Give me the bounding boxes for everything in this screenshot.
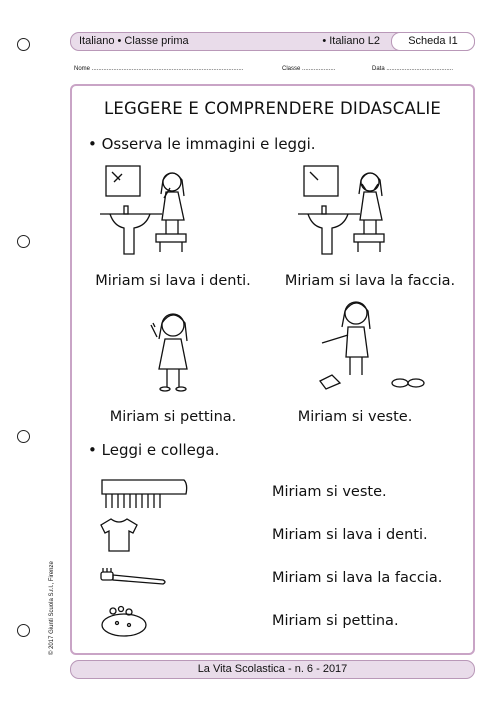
binder-hole xyxy=(17,235,30,248)
footer-bar: La Vita Scolastica - n. 6 - 2017 xyxy=(70,660,475,679)
girl-washing-face-illustration xyxy=(298,162,408,262)
copyright-text: © 2017 Giunti Scuola S.r.l., Firenze xyxy=(49,561,55,655)
caption-dressing: Miriam si veste. xyxy=(297,409,413,425)
caption-brushing-teeth: Miriam si lava i denti. xyxy=(95,273,251,289)
sentence-combing-hair: Miriam si pettina. xyxy=(272,613,399,629)
class-field[interactable]: Classe .................... xyxy=(282,66,336,72)
sentence-dressing: Miriam si veste. xyxy=(272,484,387,500)
header-bar xyxy=(70,32,475,51)
header-subject: Italiano • Classe prima xyxy=(79,35,189,47)
girl-dressing-illustration xyxy=(318,295,428,395)
girl-combing-hair-illustration xyxy=(143,305,203,395)
binder-hole xyxy=(17,624,30,637)
binder-hole xyxy=(17,38,30,51)
page-title: LEGGERE E COMPRENDERE DIDASCALIE xyxy=(103,99,442,118)
comb-icon xyxy=(98,474,190,514)
binder-hole xyxy=(17,430,30,443)
sentence-washing-face: Miriam si lava la faccia. xyxy=(272,570,443,586)
caption-combing-hair: Miriam si pettina. xyxy=(109,409,237,425)
instruction-observe: • Osserva le immagini e leggi. xyxy=(88,135,316,153)
date-field[interactable]: Data ........................................ xyxy=(372,66,454,72)
tshirt-icon xyxy=(99,515,139,555)
name-field[interactable]: Nome ........................................................................................... xyxy=(74,66,244,72)
caption-washing-face: Miriam si lava la faccia. xyxy=(284,273,456,289)
soap-icon xyxy=(99,603,149,639)
sentence-brushing-teeth: Miriam si lava i denti. xyxy=(272,527,428,543)
girl-brushing-teeth-illustration xyxy=(100,162,210,262)
toothbrush-icon xyxy=(99,566,169,588)
header-level: • Italiano L2 xyxy=(322,35,380,47)
sheet-badge: Scheda I1 xyxy=(391,32,475,51)
instruction-match: • Leggi e collega. xyxy=(88,441,220,459)
